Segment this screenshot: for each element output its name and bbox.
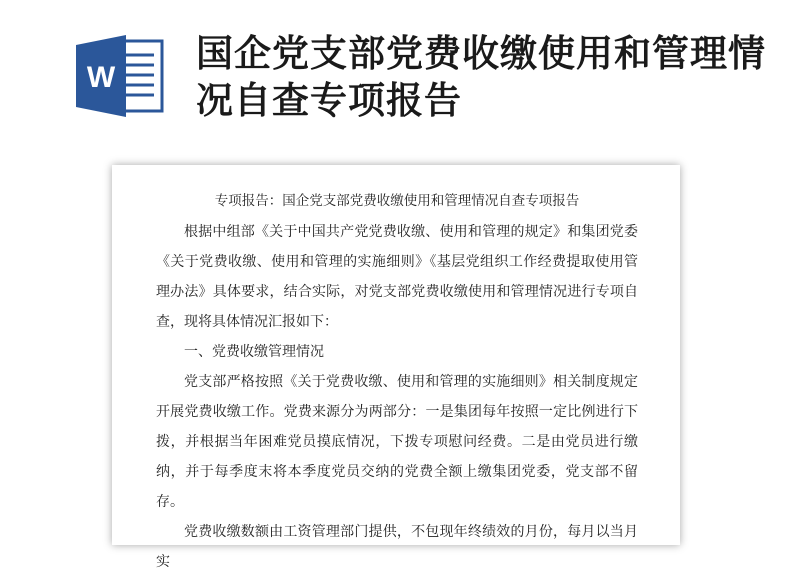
paragraph: 根据中组部《关于中国共产党党费收缴、使用和管理的规定》和集团党委《关于党费收缴、使用和管理的实施细则》《基层党组织工作经费提取使用管理办法》具体要求，结合实际，对党支部党费收缴使用和管理情况进行专项自查，现将具体情况汇报如下：: [156, 224, 638, 330]
word-icon-letter: W: [86, 61, 116, 94]
paragraph: 党费收缴数额由工资管理部门提供，不包现年终绩效的月份，每月以当月实: [156, 524, 638, 570]
header: [0, 0, 800, 150]
word-icon: [76, 35, 164, 117]
document-title: 专项报告：国企党支部党费收缴使用和管理情况自查专项报告: [214, 193, 580, 209]
page-title: 国企党支部党费收缴使用和管理情况自查专项报告: [196, 32, 766, 122]
paragraph: 党支部严格按照《关于党费收缴、使用和管理的实施细则》相关制度规定开展党费收缴工作。党费来源分为两部分：一是集团每年按照一定比例进行下拨，并根据当年困难党员摸底情况，下拨专项慰问经费。二是由党员进行缴纳，并于每季度末将本季度党员交纳的党费全额上缴集团党委，党支部不留存。: [156, 374, 638, 510]
section-heading: 一、党费收缴管理情况: [184, 344, 324, 360]
document-page: [112, 165, 680, 570]
